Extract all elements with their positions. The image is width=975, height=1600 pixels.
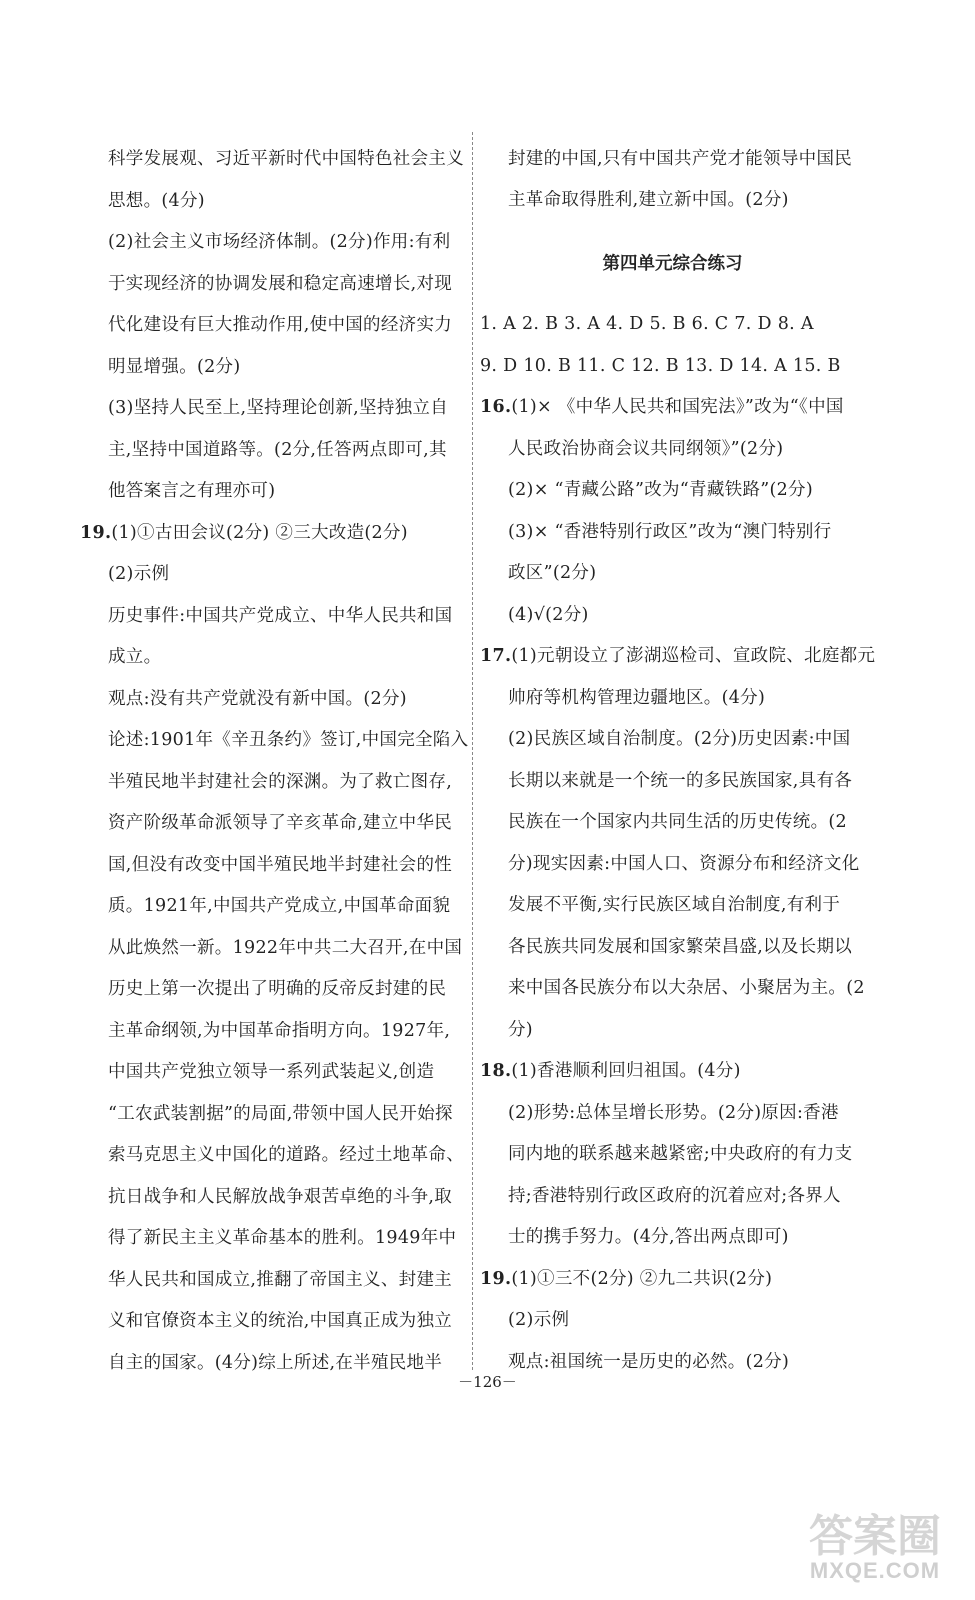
text-line	[508, 476, 813, 504]
line-text: 长期以来就是一个统一的多民族国家,具有各	[508, 771, 853, 791]
line-text: 主,坚持中国道路等。(2分,任答两点即可,其	[108, 440, 447, 460]
text-line	[508, 559, 596, 587]
text-line	[108, 809, 452, 837]
text-line	[108, 311, 452, 339]
line-text: 半殖民地半封建社会的深渊。为了救亡图存,	[108, 772, 453, 792]
line-text: “工农武装割据”的局面,带领中国人民开始探	[108, 1104, 453, 1124]
line-text: 封建的中国,只有中国共产党才能领导中国民	[508, 149, 853, 169]
line-text: 民族在一个国家内共同生活的历史传统。(2	[508, 812, 847, 832]
line-text: (2)社会主义市场经济体制。(2分)作用:有利	[108, 232, 451, 252]
line-text: (3)坚持人民至上,坚持理论创新,坚持独立自	[108, 398, 449, 418]
text-line	[508, 1099, 839, 1127]
text-line	[108, 1266, 452, 1294]
text-line	[480, 1057, 741, 1085]
line-text: 义和官僚资本主义的统治,中国真正成为独立	[108, 1311, 453, 1331]
line-text: 历史事件:中国共产党成立、中华人民共和国	[108, 606, 453, 626]
line-text: 自主的国家。(4分)综上所述,在半殖民地半	[108, 1353, 443, 1373]
text-line	[108, 643, 161, 671]
text-line	[508, 767, 852, 795]
line-text: 得了新民主主义革命基本的胜利。1949年中	[108, 1228, 457, 1248]
question-number: 19.	[480, 1269, 512, 1289]
text-line	[480, 310, 814, 338]
text-line	[480, 352, 841, 380]
page-number: －126－	[458, 1373, 517, 1391]
text-line	[108, 1224, 456, 1252]
text-line	[108, 602, 452, 630]
text-line	[508, 850, 860, 878]
line-text: 于实现经济的协调发展和稳定高速增长,对现	[108, 274, 453, 294]
line-text: (1)× 《中华人民共和国宪法》”改为“《中国	[511, 397, 844, 417]
line-text: (1)①三不(2分) ②九二共识(2分)	[511, 1269, 773, 1289]
line-text: 成立。	[108, 647, 162, 667]
line-text: 华人民共和国成立,推翻了帝国主义、封建主	[108, 1270, 453, 1290]
line-text: 人民政治协商会议共同纲领》”(2分)	[508, 439, 784, 459]
watermark-logo-text: 答案圈	[809, 1511, 941, 1562]
line-text: 质。1921年,中国共产党成立,中国革命面貌	[108, 896, 451, 916]
text-line	[108, 187, 205, 215]
text-line	[108, 436, 447, 464]
watermark-logo	[790, 1500, 960, 1595]
line-text: (1)香港顺利回归祖国。(4分)	[511, 1061, 741, 1081]
text-line	[108, 1141, 464, 1169]
line-text: (2)形势:总体呈增长形势。(2分)原因:香港	[508, 1103, 839, 1123]
text-line	[508, 145, 852, 173]
line-text: 代化建设有巨大推动作用,使中国的经济实力	[108, 315, 453, 335]
text-line	[108, 851, 452, 879]
text-line	[508, 1306, 569, 1334]
watermark-site: MXQE.COM	[809, 1558, 941, 1583]
text-line	[508, 435, 783, 463]
text-line	[108, 270, 452, 298]
line-text: 观点:祖国统一是历史的必然。(2分)	[508, 1352, 790, 1372]
text-line	[108, 560, 169, 588]
line-text: (4)√(2分)	[508, 605, 589, 625]
line-text: 索马克思主义中国化的道路。经过土地革命、	[108, 1145, 464, 1165]
line-text: 主革命取得胜利,建立新中国。(2分)	[508, 190, 789, 210]
line-text: 9. D 10. B 11. C 12. B 13. D 14. A 15. B	[480, 356, 841, 376]
question-number: 17.	[480, 646, 512, 666]
text-line	[508, 1223, 789, 1251]
text-line	[108, 975, 446, 1003]
line-text: 抗日战争和人民解放战争艰苦卓绝的斗争,取	[108, 1187, 453, 1207]
line-text: 1. A 2. B 3. A 4. D 5. B 6. C 7. D 8. A	[480, 314, 814, 334]
line-text: 政区”(2分)	[508, 563, 597, 583]
text-line	[508, 725, 850, 753]
text-line	[508, 891, 840, 919]
line-text: 国,但没有改变中国半殖民地半封建社会的性	[108, 855, 453, 875]
line-text: 发展不平衡,实行民族区域自治制度,有利于	[508, 895, 841, 915]
text-line	[108, 477, 275, 505]
text-line	[508, 933, 852, 961]
text-line	[108, 1058, 434, 1086]
line-text: (1)元朝设立了澎湖巡检司、宣政院、北庭都元	[511, 646, 876, 666]
line-text: 从此焕然一新。1922年中共二大召开,在中国	[108, 938, 463, 958]
text-line	[108, 1017, 450, 1045]
text-line	[480, 642, 875, 670]
text-line	[108, 892, 450, 920]
line-text: 明显增强。(2分)	[108, 357, 241, 377]
line-text: 来中国各民族分布以大杂居、小聚居为主。(2	[508, 978, 865, 998]
question-number: 19.	[80, 523, 112, 543]
text-line	[108, 726, 468, 754]
text-line	[108, 768, 452, 796]
text-line	[108, 1307, 452, 1335]
line-text: (2)示例	[508, 1310, 570, 1330]
section-heading: 第四单元综合练习	[602, 254, 743, 274]
text-line	[108, 1100, 453, 1128]
text-line	[108, 228, 450, 256]
line-text: 资产阶级革命派领导了辛亥革命,建立中华民	[108, 813, 453, 833]
text-line	[108, 353, 241, 381]
line-text: 论述:1901年《辛丑条约》签订,中国完全陷入	[108, 730, 469, 750]
line-text: 同内地的联系越来越紧密;中央政府的有力支	[508, 1144, 853, 1164]
text-line	[108, 934, 462, 962]
text-line	[508, 1140, 852, 1168]
line-text: 历史上第一次提出了明确的反帝反封建的民	[108, 979, 447, 999]
line-text: 思想。(4分)	[108, 191, 205, 211]
line-text: 士的携手努力。(4分,答出两点即可)	[508, 1227, 789, 1247]
text-line	[108, 394, 448, 422]
text-line	[108, 145, 464, 173]
text-line	[508, 601, 589, 629]
line-text: (1)①古田会议(2分) ②三大改造(2分)	[111, 523, 408, 543]
text-line	[508, 684, 765, 712]
question-number: 18.	[480, 1061, 512, 1081]
text-line	[508, 186, 789, 214]
line-text: (3)× “香港特别行政区”改为“澳门特别行	[508, 522, 832, 542]
line-text: 帅府等机构管理边疆地区。(4分)	[508, 688, 766, 708]
text-line	[480, 1265, 772, 1293]
line-text: (2)示例	[108, 564, 170, 584]
line-text: 他答案言之有理亦可)	[108, 481, 276, 501]
text-line	[108, 685, 407, 713]
line-text: 主革命纲领,为中国革命指明方向。1927年,	[108, 1021, 451, 1041]
line-text: (2)× “青藏公路”改为“青藏铁路”(2分)	[508, 480, 813, 500]
text-line	[508, 518, 831, 546]
text-line	[508, 1016, 533, 1044]
line-text: 持;香港特别行政区政府的沉着应对;各界人	[508, 1186, 841, 1206]
line-text: (2)民族区域自治制度。(2分)历史因素:中国	[508, 729, 851, 749]
line-text: 分)	[508, 1020, 533, 1040]
text-line	[80, 519, 408, 547]
line-text: 分)现实因素:中国人口、资源分布和经济文化	[508, 854, 860, 874]
text-line	[508, 1182, 841, 1210]
text-line	[480, 393, 844, 421]
line-text: 中国共产党独立领导一系列武装起义,创造	[108, 1062, 435, 1082]
line-text: 各民族共同发展和国家繁荣昌盛,以及长期以	[508, 937, 853, 957]
text-line	[508, 974, 865, 1002]
text-line	[508, 808, 847, 836]
line-text: 科学发展观、习近平新时代中国特色社会主义	[108, 149, 464, 169]
question-number: 16.	[480, 397, 512, 417]
column-divider	[472, 132, 473, 1370]
text-line	[108, 1183, 452, 1211]
line-text: 观点:没有共产党就没有新中国。(2分)	[108, 689, 407, 709]
